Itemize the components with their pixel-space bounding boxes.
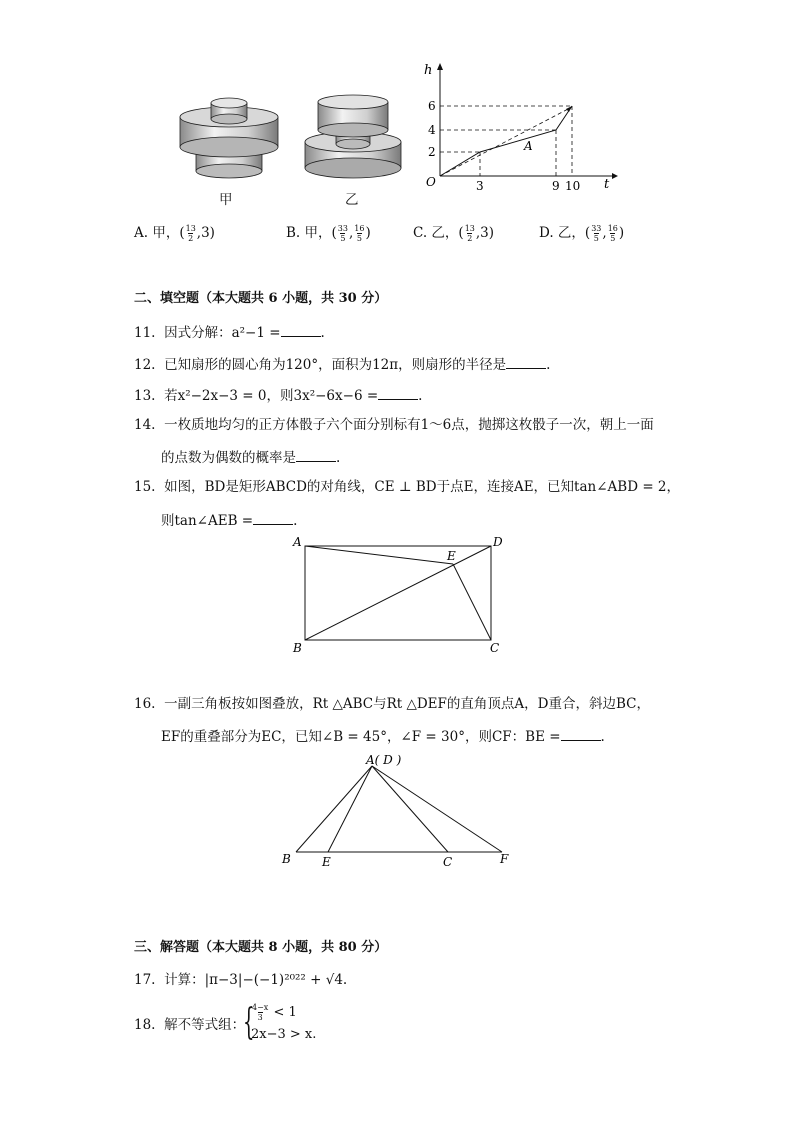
label-b: B: [293, 641, 302, 655]
answer-blank-15[interactable]: [253, 510, 293, 525]
question-16: 16. 一副三角板按如图叠放，Rt △ABC与Rt △DEF的直角顶点A，D重合，斜边BC，: [134, 696, 650, 712]
solid-yi: [305, 95, 401, 178]
question-14-line2: 的点数为偶数的概率是 .: [161, 447, 340, 467]
answer-blank-16[interactable]: [561, 726, 601, 741]
section-3-heading: 三、解答题（本大题共 8 小题，共 80 分）: [134, 940, 388, 955]
figure-triangles: [278, 746, 518, 872]
option-b[interactable]: B. 甲，( $\frac{33}{5}$ , $\frac{16}{5}$ ): [286, 224, 371, 243]
question-15-line2: 则tan∠AEB = .: [161, 510, 297, 530]
option-d-label: D. 乙，(: [539, 225, 591, 241]
label-d: D: [493, 535, 503, 549]
question-11: 11. 因式分解：a²−1 = .: [134, 322, 325, 342]
answer-blank-14[interactable]: [296, 447, 336, 462]
answer-blank-13[interactable]: [378, 385, 418, 400]
cylinder-figures: [170, 90, 410, 190]
option-d[interactable]: D. 乙，( $\frac{33}{5}$ , $\frac{16}{5}$ ): [539, 224, 625, 243]
label-c: C: [490, 641, 500, 655]
tick-y-4: 4: [428, 123, 436, 137]
tick-y-2: 2: [428, 145, 436, 159]
answer-blank-11[interactable]: [281, 322, 321, 337]
label-f: F: [500, 852, 509, 866]
label-a: A: [293, 535, 302, 549]
tick-x-9: 9: [552, 179, 560, 193]
question-12: 12. 已知扇形的圆心角为120°，面积为12π，则扇形的半径是 .: [134, 354, 550, 374]
figure-rectangle-abcd: [285, 532, 515, 660]
question-17: 17. 计算：|π−3|−(−1)²⁰²² + √4.: [134, 972, 348, 988]
tick-x-3: 3: [476, 179, 484, 193]
tick-y-6: 6: [428, 99, 436, 113]
label-c: C: [443, 855, 453, 869]
tick-x-10: 10: [565, 179, 581, 193]
caption-jia: 甲: [219, 192, 233, 208]
question-16-line2: EF的重叠部分为EC，已知∠B = 45°，∠F = 30°，则CF：BE = .: [161, 726, 605, 746]
question-18: 18. 解不等式组：: [134, 1017, 246, 1033]
label-a-d: A( D ): [366, 753, 402, 767]
option-c[interactable]: C. 乙，( $\frac{13}{2}$ ,3): [413, 224, 495, 243]
point-a-label: A: [524, 139, 533, 153]
label-e: E: [322, 855, 331, 869]
option-c-label: C. 乙，(: [413, 225, 464, 241]
origin-label: O: [426, 175, 436, 189]
question-14: 14. 一枚质地均匀的正方体骰子六个面分别标有1～6点，抛掷这枚骰子一次，朝上一面: [134, 417, 654, 433]
inequality-system: { $\frac{4-x}{3}$ < 1 2x−3 > x.: [243, 1002, 317, 1043]
section-2-heading: 二、填空题（本大题共 6 小题，共 30 分）: [134, 291, 388, 306]
brace-icon: {: [243, 1002, 255, 1043]
label-e: E: [447, 549, 456, 563]
h-t-graph: [420, 58, 620, 198]
solid-jia: [180, 98, 278, 178]
option-b-label: B. 甲，(: [286, 225, 337, 241]
option-a-label: A. 甲，(: [134, 225, 185, 241]
question-13: 13. 若x²−2x−3 = 0，则3x²−6x−6 = .: [134, 385, 422, 405]
label-b: B: [282, 852, 291, 866]
axis-x-label: t: [604, 177, 610, 192]
option-a[interactable]: A. 甲，( $\frac{13}{2}$ ,3): [134, 224, 215, 243]
question-15: 15. 如图，BD是矩形ABCD的对角线，CE ⊥ BD于点E，连接AE，已知tan∠ABD = 2，: [134, 479, 681, 495]
answer-blank-12[interactable]: [506, 354, 546, 369]
caption-yi: 乙: [345, 192, 359, 208]
axis-y-label: h: [424, 63, 433, 78]
